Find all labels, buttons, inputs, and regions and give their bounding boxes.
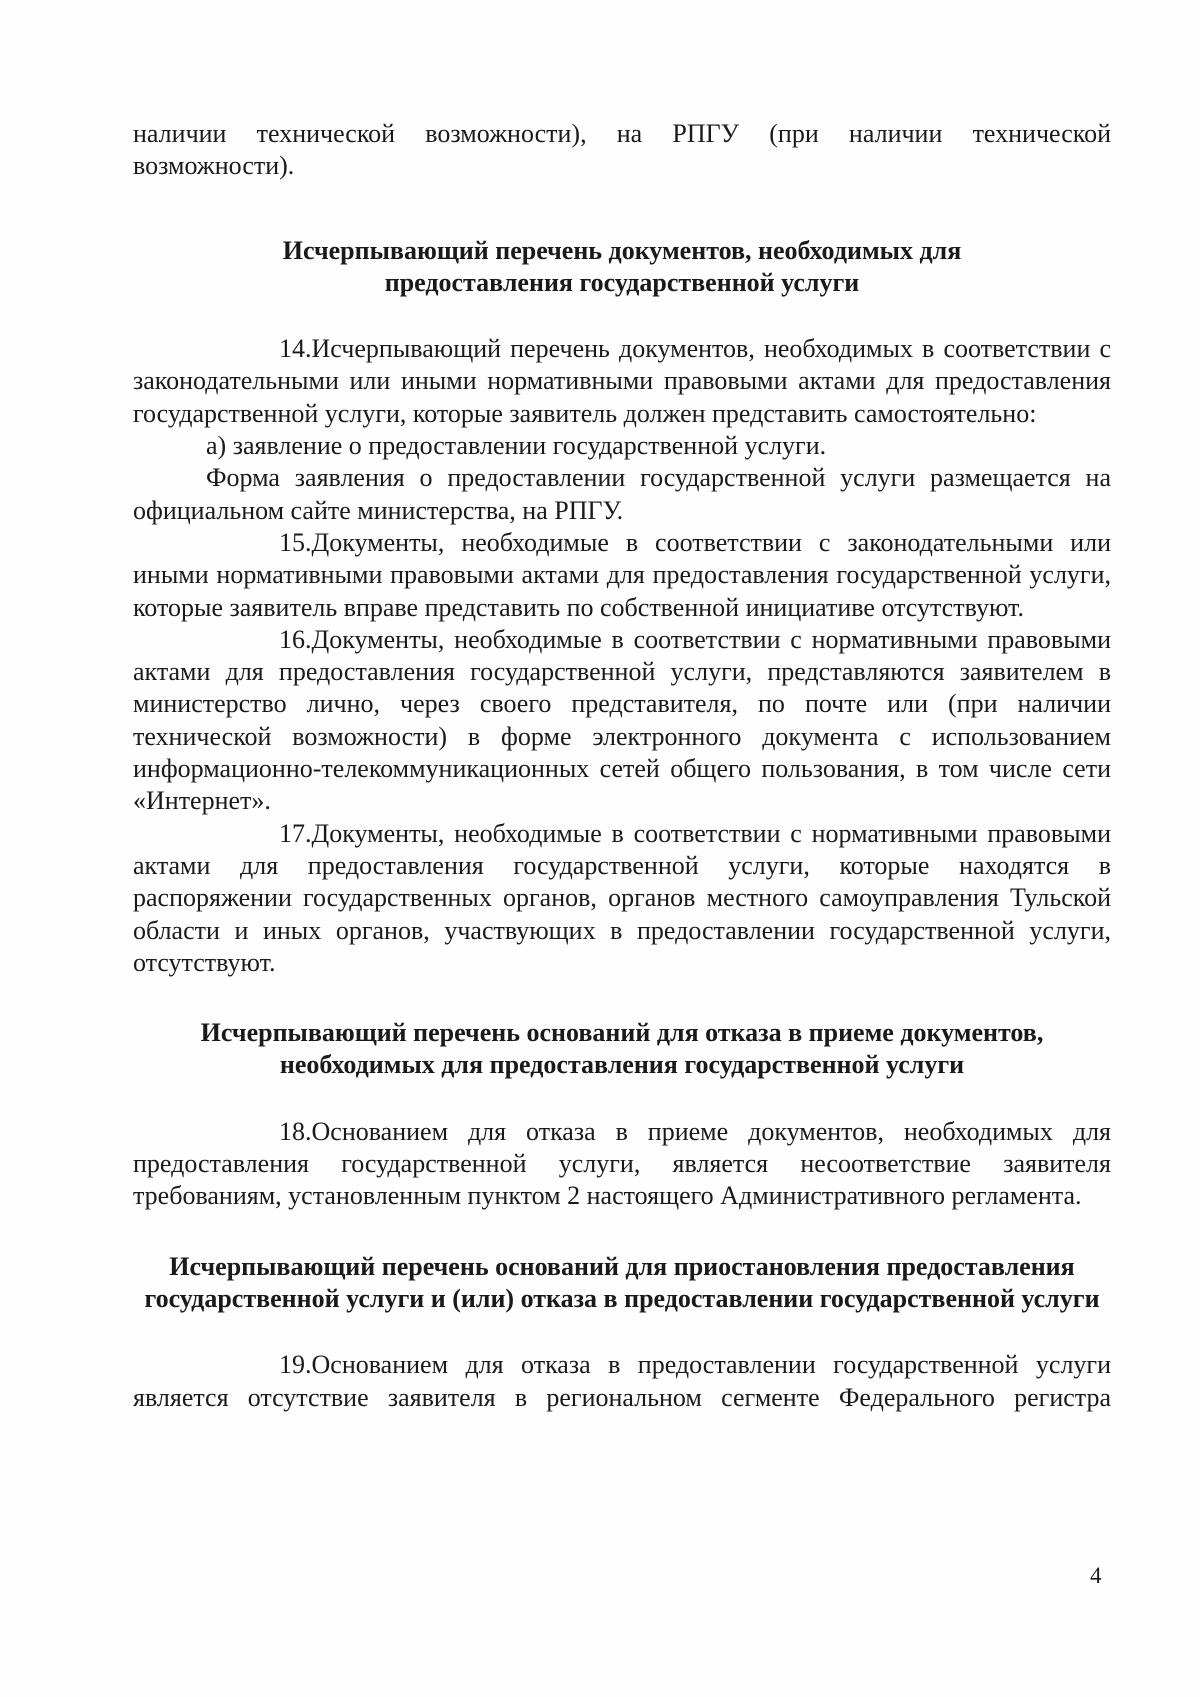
item-text-14: Исчерпывающий перечень документов, необходимых в соответствии с законодательными или иными нормативными правовыми актами для предоставления государственной услуги, которые заявитель должен представить самостоятельно: xyxy=(133,334,1111,428)
paragraph-15 xyxy=(133,527,1111,624)
item-number-15: 15. xyxy=(279,527,312,557)
item-text-17: Документы, необходимые в соответствии с нормативными правовыми актами для предоставления государственной услуги, которые находятся в распоряжении государственных органов, органов местного самоуправления Тульской области и иных органов, участвующих в предоставлении государственной услуги, отсутствуют. xyxy=(133,818,1111,977)
paragraph-16 xyxy=(133,624,1111,818)
paragraph-14a: а) заявление о предоставлении государственной услуги. xyxy=(206,431,827,461)
item-text-15: Документы, необходимые в соответствии с законодательными или иными нормативными правовыми актами для предоставления государственной услуги, которые заявитель вправе представить по собственной инициативе отсутствуют. xyxy=(133,527,1111,622)
paragraph-18 xyxy=(133,1116,1111,1213)
paragraph-14b: Форма заявления о предоставлении государственной услуги размещается на официальном сайте министерства, на РПГУ. xyxy=(133,463,1111,525)
item-text-19: Основанием для отказа в предоставлении государственной услуги является отсутствие заявителя в региональном сегменте Федерального регистра xyxy=(133,1350,1111,1412)
document-body xyxy=(133,118,1111,1414)
section-heading-suspension-refusal: Исчерпывающий перечень оснований для приостановления предоставления государственной услуги и (или) отказа в предоставлении государственной услуги xyxy=(144,1251,1100,1313)
item-number-17: 17. xyxy=(279,818,312,848)
paragraph-continuation: наличии технической возможности), на РПГУ (при наличии технической возможности). xyxy=(133,119,1111,181)
section-heading-refusal-acceptance: Исчерпывающий перечень оснований для отказа в приеме документов, необходимых для предоставления государственной услуги xyxy=(200,1018,1044,1080)
paragraph-17 xyxy=(133,818,1111,979)
item-number-14: 14. xyxy=(279,334,312,364)
item-text-18: Основанием для отказа в приеме документов, необходимых для предоставления государственной услуги, является несоответствие заявителя требованиям, установленным пунктом 2 настоящего Административного регламента. xyxy=(133,1116,1111,1211)
section-heading-documents: Исчерпывающий перечень документов, необходимых для предоставления государственной услуги xyxy=(282,235,962,297)
item-number-16: 16. xyxy=(279,624,312,654)
paragraph-19 xyxy=(133,1349,1111,1414)
item-number-19: 19. xyxy=(279,1350,312,1380)
paragraph-14 xyxy=(133,333,1111,430)
page-number: 4 xyxy=(1090,1563,1102,1588)
item-number-18: 18. xyxy=(279,1116,312,1146)
item-text-16: Документы, необходимые в соответствии с нормативными правовыми актами для предоставления государственной услуги, представляются заявителем в министерство лично, через своего представителя, по почте или (при наличии технической возможности) в форме электронного документа с использованием информационно-телекоммуникационных сетей общего пользования, в том числе сети «Интернет». xyxy=(133,624,1111,816)
